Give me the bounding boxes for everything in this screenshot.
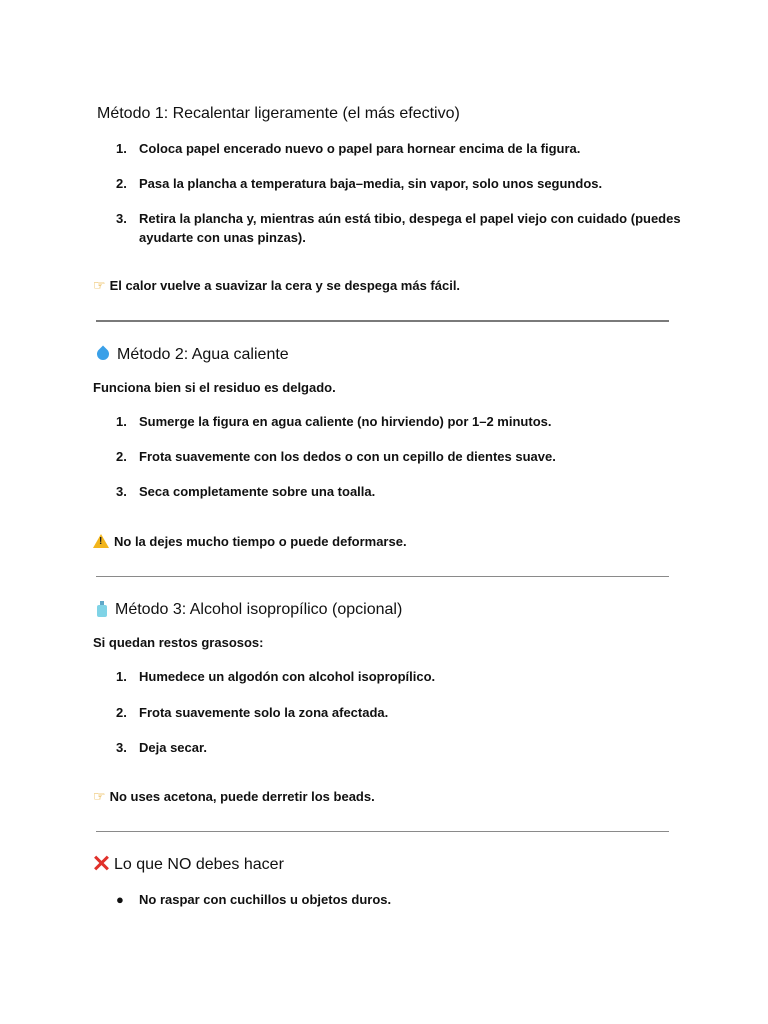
list-marker: 2.: [116, 449, 127, 464]
warning-note: [93, 533, 407, 551]
list-item: [116, 139, 686, 158]
list-item-text: Retira la plancha y, mientras aún está tibio, despega el papel viejo con cuidado (puedes ayudarte con unas pinzas).: [139, 211, 681, 245]
list-item: [116, 738, 686, 757]
list-marker: 3.: [116, 484, 127, 499]
list-marker: 2.: [116, 176, 127, 191]
cross-mark-icon: [93, 855, 109, 871]
list-item-text: Pasa la plancha a temperatura baja–media, sin vapor, solo unos segundos.: [139, 176, 603, 191]
note: [93, 277, 460, 295]
section-intro: [93, 379, 336, 397]
note-text: No uses acetona, puede derretir los beads.: [109, 789, 375, 804]
list-item: [116, 890, 686, 909]
section2-heading-text: Método 2: Agua caliente: [117, 346, 289, 363]
divider: [96, 320, 669, 322]
section-heading: [97, 104, 460, 124]
droplet-icon: [95, 346, 112, 363]
list-item-text: Deja secar.: [139, 740, 207, 755]
list-marker: 3.: [116, 740, 127, 755]
list-marker: 2.: [116, 705, 127, 720]
divider: [96, 831, 669, 832]
section-intro: [93, 634, 264, 652]
list-marker: 1.: [116, 414, 127, 429]
section1-heading-text: Método 1: Recalentar ligeramente (el más efectivo): [97, 105, 460, 122]
warning-icon: [93, 534, 109, 548]
intro-text: Si quedan restos grasosos:: [93, 635, 264, 650]
note-text: El calor vuelve a suavizar la cera y se despega más fácil.: [109, 278, 461, 293]
list-item-text: No raspar con cuchillos u objetos duros.: [139, 892, 392, 907]
list-item-text: Frota suavemente solo la zona afectada.: [139, 705, 389, 720]
note: [93, 788, 375, 806]
list-item-text: Humedece un algodón con alcohol isopropílico.: [139, 669, 436, 684]
section-heading: [93, 345, 289, 365]
divider: [96, 576, 669, 577]
pointing-hand-icon: ☞: [93, 278, 106, 294]
list-marker: 3.: [116, 211, 127, 226]
list-marker: 1.: [116, 141, 127, 156]
lotion-bottle-icon: [97, 601, 107, 617]
list-bullet: ●: [116, 892, 124, 907]
list-item: [116, 703, 686, 722]
section-heading: [93, 855, 284, 875]
section4-heading-text: Lo que NO debes hacer: [114, 856, 284, 873]
list-marker: 1.: [116, 669, 127, 684]
intro-text: Funciona bien si el residuo es delgado.: [93, 380, 336, 395]
list-item-text: Seca completamente sobre una toalla.: [139, 484, 376, 499]
section3-heading-text: Método 3: Alcohol isopropílico (opcional): [115, 601, 403, 618]
section-heading: [93, 600, 402, 620]
list-item-text: Coloca papel encerado nuevo o papel para hornear encima de la figura.: [139, 141, 581, 156]
note-text: No la dejes mucho tiempo o puede deformarse.: [114, 534, 407, 549]
list-item: [116, 209, 686, 247]
list-item: [116, 412, 686, 431]
list-item: [116, 667, 686, 686]
list-item: [116, 447, 686, 466]
list-item-text: Frota suavemente con los dedos o con un cepillo de dientes suave.: [139, 449, 556, 464]
list-item: [116, 174, 686, 193]
list-item: [116, 482, 686, 501]
pointing-hand-icon: ☞: [93, 789, 106, 805]
list-item-text: Sumerge la figura en agua caliente (no hirviendo) por 1–2 minutos.: [139, 414, 552, 429]
